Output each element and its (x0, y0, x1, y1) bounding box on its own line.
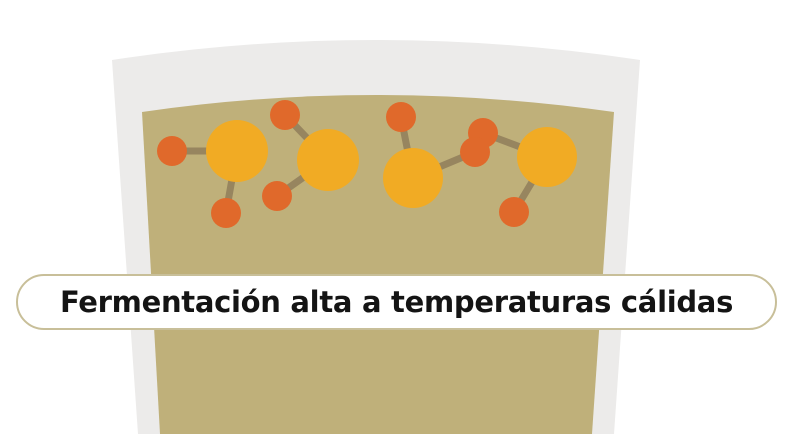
yeast-cell (297, 129, 359, 191)
molecule-atom (499, 197, 529, 227)
molecule-atom (262, 181, 292, 211)
molecule-atom (157, 136, 187, 166)
caption-text: Fermentación alta a temperaturas cálidas (59, 285, 734, 319)
molecule-atom (386, 102, 416, 132)
yeast-cell (383, 148, 443, 208)
caption-box (16, 274, 777, 330)
molecule-atom (211, 198, 241, 228)
molecule-atom (460, 137, 490, 167)
yeast-cell (206, 120, 268, 182)
yeast-cell (517, 127, 577, 187)
molecule-atom (270, 100, 300, 130)
